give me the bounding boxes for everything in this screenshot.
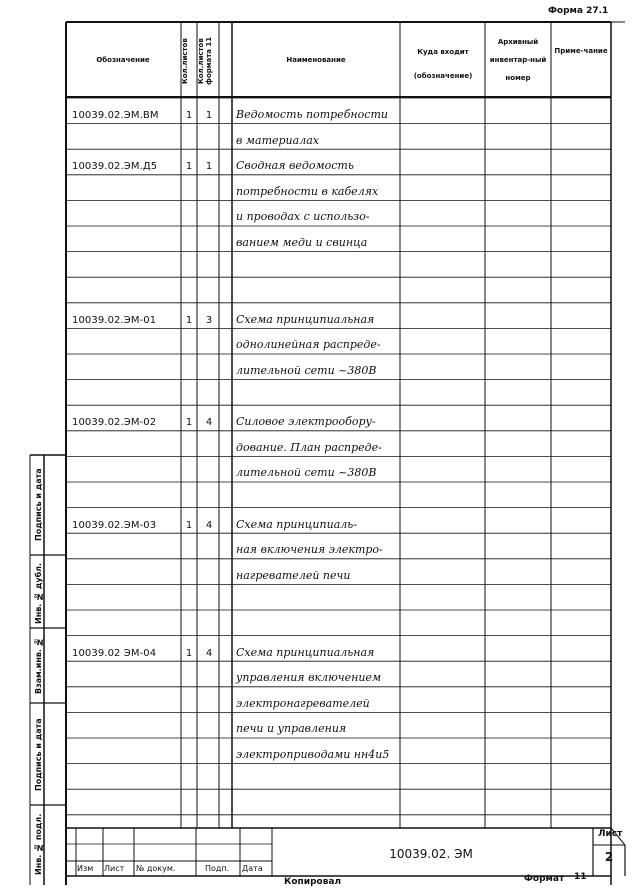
table-row [66,384,611,410]
row-name: однолинейная распреде- [236,338,381,352]
table-row [66,716,611,742]
table-row [66,102,611,128]
row-sheet-count-a4: 1 [205,161,213,173]
header-name: Наименование [286,56,346,64]
row-sheet-count: 1 [185,161,193,173]
title-sheet-number: 2 [604,850,614,864]
row-name: управления включением [236,671,382,685]
row-name: потребности в кабелях [236,184,379,198]
row-name: Схема принципиальная [236,645,375,659]
header-sheet-count-a4: Кол.листов формата 11 [197,36,213,86]
title-designation: 10039.02. ЭМ [389,847,473,861]
footer-format-value: 11 [574,872,587,882]
row-sheet-count-a4: 4 [205,647,213,659]
row-designation: 10039.02.ЭМ-01 [72,314,157,326]
row-sheet-count-a4: 1 [205,110,213,121]
side-label-vzam-inv: Взам.инв. № [34,637,43,695]
row-sheet-count: 1 [185,519,193,531]
table-row [66,153,611,179]
row-name: Схема принципиальная [236,312,375,326]
form-label: Форма 27.1 [548,6,609,16]
row-designation: 10039.02.ЭМ-03 [72,519,157,531]
title-doc-no: № докум. [136,864,176,873]
table-row [66,358,611,384]
row-name: в материалах [236,133,319,147]
row-name: ванием меди и свинца [236,236,368,249]
row-sheet-count-a4: 4 [205,519,213,531]
table-row [66,230,611,256]
side-label-inv-podl: Инв. № подл. [34,813,43,875]
row-name: нагревателей печи [236,568,351,582]
table-row [66,486,611,512]
row-name: дование. План распреде- [236,440,382,454]
title-data: Дата [242,864,263,873]
header-note: Приме-чание [554,47,608,55]
header-destination: Куда входит (обозначение) [413,48,473,80]
row-sheet-count-a4: 3 [205,314,213,326]
table-row [66,665,611,691]
table-row [66,256,611,282]
header-designation: Обозначение [96,56,150,64]
table-row [66,435,611,461]
table-row [66,742,611,768]
row-name: и проводах с использо- [236,210,370,224]
table-row [66,179,611,205]
side-label-inv-dubl: Инв. № дубл. [34,562,43,624]
row-name: Схема принципиаль- [236,517,357,531]
title-izm: Изм [77,864,94,873]
row-name: электронагревателей [236,696,370,710]
header-sheet-count: Кол.листов [181,38,189,84]
table-row [66,409,611,435]
row-sheet-count: 1 [185,110,193,121]
table-row [66,614,611,640]
row-designation: 10039.02 ЭМ-04 [72,647,157,659]
title-podp: Подп. [205,864,230,873]
row-name: Сводная ведомость [236,159,354,173]
row-designation: 10039.02.ЭМ.Д5 [72,161,158,173]
table-row [66,332,611,358]
row-name: лительной сети ~380В [236,466,377,480]
table-row [66,281,611,307]
row-name: электроприводами нн4и5 [236,748,390,761]
row-name: печи и управления [236,722,347,736]
table-row [66,640,611,666]
table-row [66,307,611,333]
row-sheet-count: 1 [185,314,193,326]
table-row [66,588,611,614]
row-name: Силовое электрообору- [236,415,376,429]
row-sheet-count-a4: 4 [205,417,213,429]
table-row [66,768,611,794]
footer-copied: Копировал [284,877,342,887]
row-name: Ведомость потребности [236,108,388,121]
footer-format: Формат [524,874,565,884]
table-row [66,691,611,717]
row-sheet-count: 1 [185,647,193,659]
table-row [66,512,611,538]
table-row [66,204,611,230]
row-name: лительной сети ~380В [236,364,377,377]
row-designation: 10039.02.ЭМ.ВМ [72,110,159,121]
header-archive-number: Архивный инвентар-ный номер [489,38,547,82]
row-name: ная включения электро- [236,543,383,557]
table-row [66,793,611,819]
side-label-podpis-data-2: Подпись и дата [34,718,43,792]
row-sheet-count: 1 [185,417,193,429]
table-row [66,128,611,154]
table-row [66,537,611,563]
row-designation: 10039.02.ЭМ-02 [72,417,157,429]
title-list: Лист [104,864,125,873]
table-row [66,460,611,486]
table-row [66,563,611,589]
title-sheet-label: Лист [598,829,623,839]
side-label-podpis-data-1: Подпись и дата [34,468,43,542]
